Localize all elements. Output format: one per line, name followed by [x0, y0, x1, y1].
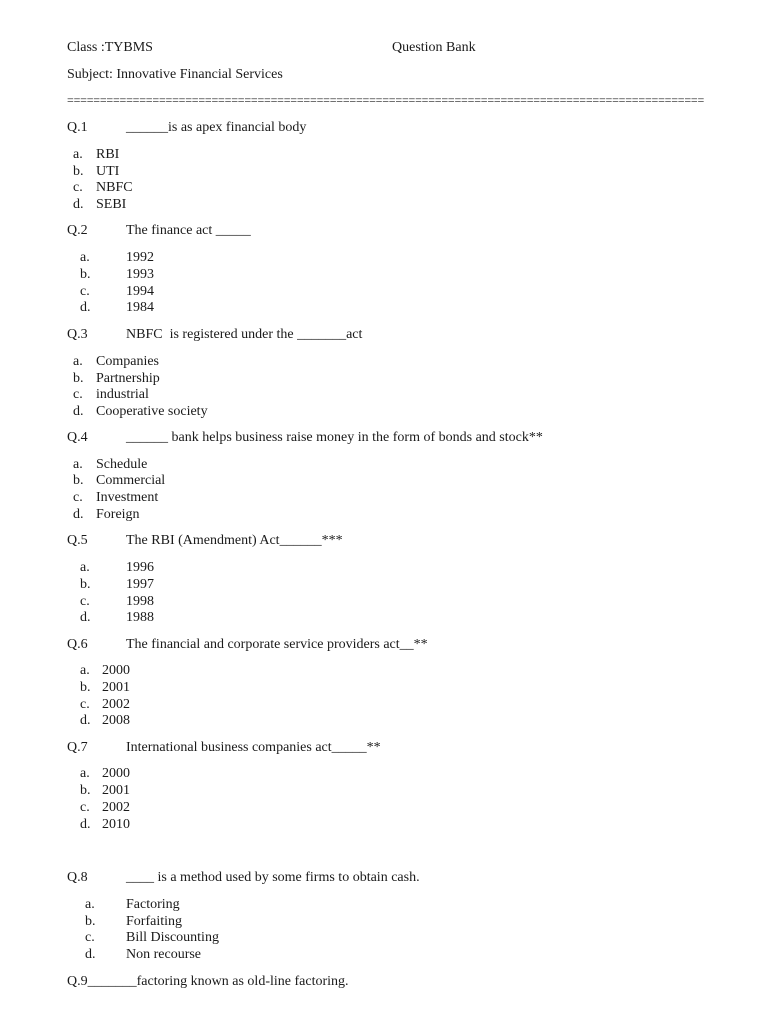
- option-letter: a.: [73, 457, 83, 472]
- option-letter: b.: [80, 267, 91, 282]
- option-letter: a.: [73, 147, 83, 162]
- question-number: Q.1: [67, 120, 88, 135]
- option-text: 2008: [102, 713, 130, 728]
- question-number: Q.8: [67, 870, 88, 885]
- document-title: Question Bank: [392, 40, 476, 55]
- option-letter: b.: [80, 577, 91, 592]
- option-letter: c.: [73, 180, 83, 195]
- option-letter: c.: [85, 930, 95, 945]
- option-letter: d.: [80, 817, 91, 832]
- option-letter: c.: [80, 594, 90, 609]
- option-text: 1994: [126, 284, 154, 299]
- option-letter: d.: [80, 713, 91, 728]
- question-number: Q.6: [67, 637, 88, 652]
- option-text: Bill Discounting: [126, 930, 219, 945]
- question-text: ____ is a method used by some firms to obtain cash.: [126, 870, 420, 885]
- question-number: Q.4: [67, 430, 88, 445]
- question-text: The financial and corporate service providers act__**: [126, 637, 428, 652]
- question-text: ______ bank helps business raise money in the form of bonds and stock**: [126, 430, 543, 445]
- option-text: Schedule: [96, 457, 148, 472]
- divider-line: =================================================================================================: [67, 93, 705, 107]
- option-text: 1996: [126, 560, 154, 575]
- option-text: UTI: [96, 164, 120, 179]
- option-letter: b.: [80, 680, 91, 695]
- option-letter: a.: [80, 560, 90, 575]
- option-text: Forfaiting: [126, 914, 182, 929]
- subject-label: Subject: Innovative Financial Services: [67, 67, 283, 82]
- option-letter: b.: [80, 783, 91, 798]
- question-9-line: [67, 973, 349, 990]
- option-letter: c.: [80, 284, 90, 299]
- option-text: industrial: [96, 387, 149, 402]
- option-letter: a.: [80, 250, 90, 265]
- question-text: The RBI (Amendment) Act______***: [126, 533, 343, 548]
- question-text: International business companies act_____**: [126, 740, 381, 755]
- option-text: 2000: [102, 766, 130, 781]
- option-letter: a.: [80, 663, 90, 678]
- option-letter: d.: [73, 197, 84, 212]
- option-text: 2001: [102, 783, 130, 798]
- question-text: ______is as apex financial body: [126, 120, 307, 135]
- option-text: 1993: [126, 267, 154, 282]
- question-number: Q.7: [67, 740, 88, 755]
- option-text: NBFC: [96, 180, 133, 195]
- question-text: NBFC is registered under the _______act: [126, 327, 363, 342]
- option-text: Factoring: [126, 897, 180, 912]
- option-text: 2000: [102, 663, 130, 678]
- option-text: SEBI: [96, 197, 127, 212]
- option-text: 1998: [126, 594, 154, 609]
- option-text: RBI: [96, 147, 120, 162]
- option-letter: d.: [73, 507, 84, 522]
- option-letter: c.: [73, 490, 83, 505]
- option-text: Non recourse: [126, 947, 202, 962]
- question-number: Q.3: [67, 327, 88, 342]
- option-letter: b.: [73, 371, 84, 386]
- question-number: Q.2: [67, 223, 88, 238]
- question-number: Q.5: [67, 533, 88, 548]
- option-text: Foreign: [96, 507, 140, 522]
- option-text: 2001: [102, 680, 130, 695]
- option-text: 2002: [102, 697, 130, 712]
- option-letter: c.: [80, 697, 90, 712]
- option-letter: d.: [73, 404, 84, 419]
- option-text: 1997: [126, 577, 154, 592]
- option-letter: a.: [85, 897, 95, 912]
- option-text: Partnership: [96, 371, 160, 386]
- option-text: 1988: [126, 610, 154, 625]
- class-label: Class :TYBMS: [67, 40, 153, 55]
- option-letter: a.: [80, 766, 90, 781]
- question-text: The finance act _____: [126, 223, 251, 238]
- option-text: 1992: [126, 250, 154, 265]
- option-letter: a.: [73, 354, 83, 369]
- option-letter: c.: [80, 800, 90, 815]
- option-letter: b.: [73, 164, 84, 179]
- option-text: 2010: [102, 817, 130, 832]
- question-text: _______factoring known as old-line factoring.: [87, 974, 349, 989]
- option-letter: b.: [85, 914, 96, 929]
- option-letter: d.: [80, 300, 91, 315]
- option-text: Investment: [96, 490, 159, 505]
- option-letter: d.: [80, 610, 91, 625]
- option-letter: c.: [73, 387, 83, 402]
- option-text: 2002: [102, 800, 130, 815]
- question-number: Q.9: [67, 974, 88, 989]
- option-text: Commercial: [96, 473, 166, 488]
- option-text: Cooperative society: [96, 404, 208, 419]
- option-text: 1984: [126, 300, 154, 315]
- option-text: Companies: [96, 354, 159, 369]
- option-letter: d.: [85, 947, 96, 962]
- option-letter: b.: [73, 473, 84, 488]
